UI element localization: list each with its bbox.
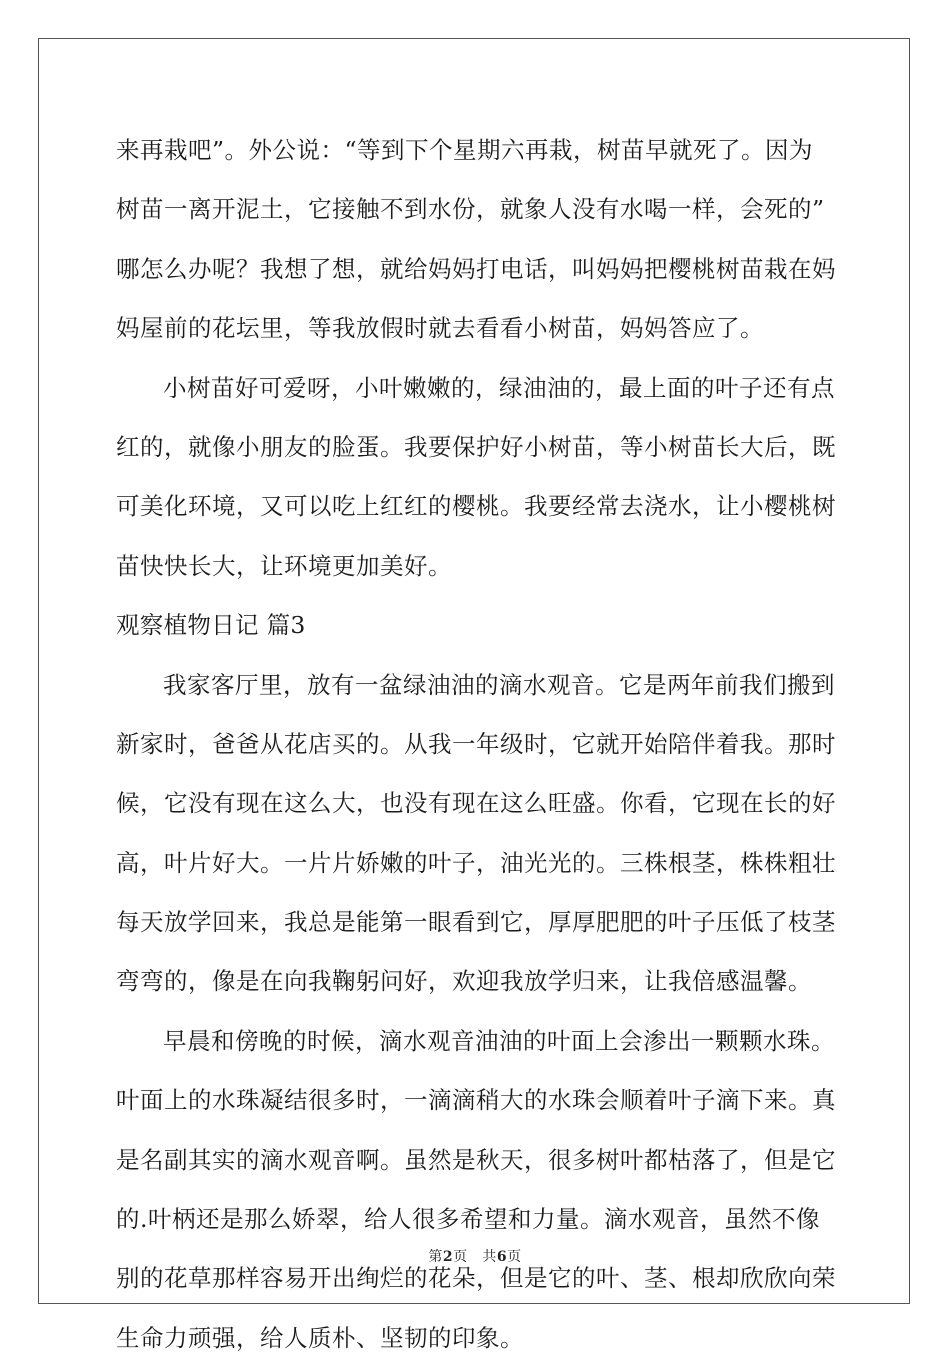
text-line: 每天放学回来，我总是能第一眼看到它，厚厚肥肥的叶子压低了枝茎 — [116, 908, 836, 937]
text-line: 弯弯的，像是在向我鞠躬问好，欢迎我放学归来，让我倍感温馨。 — [116, 967, 812, 996]
text-line: 候，它没有现在这么大，也没有现在这么旺盛。你看，它现在长的好 — [116, 789, 836, 818]
text-line: 来再栽吧”。外公说：“等到下个星期六再栽，树苗早就死了。因为 — [116, 136, 814, 164]
text-line: 是名副其实的滴水观音啊。虽然是秋天，很多树叶都枯落了，但是它 — [116, 1145, 836, 1174]
text-line: 红的，就像小朋友的脸蛋。我要保护好小树苗，等小树苗长大后，既 — [116, 432, 836, 461]
document-body — [116, 121, 836, 1368]
text-line: 我家客厅里，放有一盆绿油油的滴水观音。它是两年前我们搬到 — [163, 670, 835, 699]
text-line: 高，叶片好大。一片片娇嫩的叶子，油光光的。三株根茎，株株粗壮 — [116, 848, 836, 877]
text-line: 小树苗好可爱呀，小叶嫩嫩的，绿油油的，最上面的叶子还有点 — [163, 373, 835, 402]
text-line: 新家时，爸爸从花店买的。从我一年级时，它就开始陪伴着我。那时 — [116, 729, 836, 758]
footer-prefix: 第 — [428, 1249, 443, 1265]
text-line: 别的花草那样容易开出绚烂的花朵，但是它的叶、茎、根却欣欣向荣 — [116, 1264, 836, 1293]
footer-total-suffix: 页 — [507, 1249, 522, 1265]
section-heading: 观察植物日记 篇3 — [116, 611, 306, 640]
text-line: 早晨和傍晚的时候，滴水观音油油的叶面上会渗出一颗颗水珠。 — [163, 1026, 835, 1055]
text-line: 的.叶柄还是那么娇翠，给人很多希望和力量。滴水观音，虽然不像 — [116, 1205, 820, 1234]
footer-total-prefix: 共 — [482, 1249, 497, 1265]
text-line: 可美化环境，又可以吃上红红的樱桃。我要经常去浇水，让小樱桃树 — [116, 492, 836, 521]
text-line: 妈屋前的花坛里，等我放假时就去看看小树苗，妈妈答应了。 — [116, 314, 764, 343]
footer-current-page: 2 — [442, 1249, 454, 1265]
text-line: 生命力顽强，给人质朴、坚韧的印象。 — [116, 1323, 524, 1352]
text-line: 苗快快长大，让环境更加美好。 — [116, 551, 452, 580]
footer-page-suffix: 页 — [453, 1249, 468, 1265]
page-footer — [0, 1246, 950, 1266]
text-line: 叶面上的水珠凝结很多时，一滴滴稍大的水珠会顺着叶子滴下来。真 — [116, 1086, 836, 1115]
text-line: 树苗一离开泥土，它接触不到水份，就象人没有水喝一样，会死的” — [116, 195, 825, 224]
footer-total-pages: 6 — [496, 1249, 508, 1265]
text-line: 哪怎么办呢？我想了想，就给妈妈打电话，叫妈妈把樱桃树苗栽在妈 — [116, 254, 836, 283]
